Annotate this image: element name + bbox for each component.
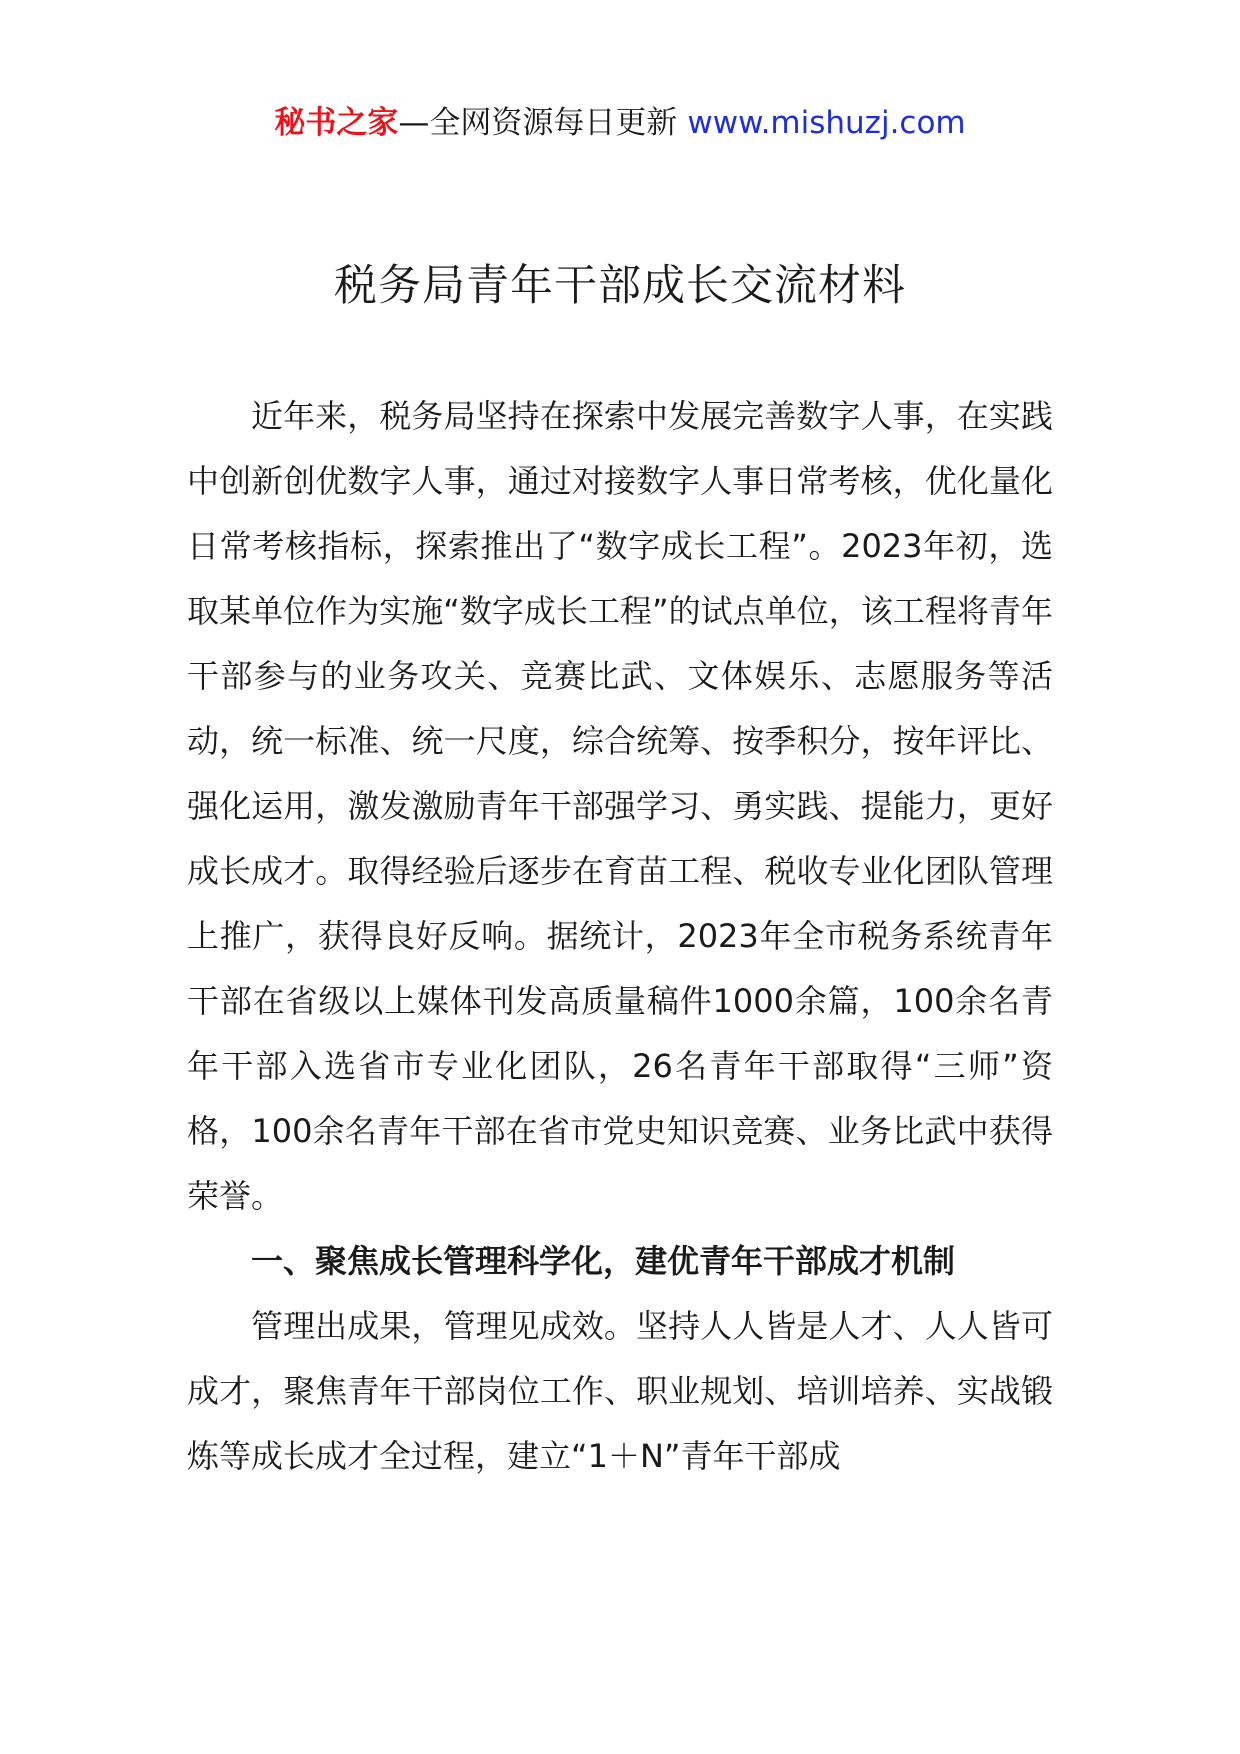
page-header	[0, 100, 1240, 146]
document-title: 税务局青年干部成长交流材料	[334, 261, 906, 311]
brand-name: 秘书之家	[274, 105, 399, 141]
header-tagline: —全网资源每日更新	[398, 105, 678, 141]
section-paragraph: 管理出成果，管理见成效。坚持人人皆是人才、人人皆可成才，聚焦青年干部岗位工作、职业规划、培训培养、实战锻炼等成长成才全过程，建立“1＋N”青年干部成	[187, 1307, 1053, 1475]
site-url-link[interactable]: www.mishuzj.com	[687, 105, 966, 141]
section-heading: 一、聚焦成长管理科学化，建优青年干部成才机制	[251, 1242, 956, 1280]
document-body	[187, 384, 1053, 1489]
intro-paragraph: 近年来，税务局坚持在探索中发展完善数字人事，在实践中创新创优数字人事，通过对接数字人事日常考核，优化量化日常考核指标，探索推出了“数字成长工程”。2023年初，选取某单位作为实施“数字成长工程”的试点单位，该工程将青年干部参与的业务攻关、竞赛比武、文体娱乐、志愿服务等活动，统一标准、统一尺度，综合统筹、按季积分，按年评比、强化运用，激发激励青年干部强学习、勇实践、提能力，更好成长成才。取得经验后逐步在育苗工程、税收专业化团队管理上推广，获得良好反响。据统计，2023年全市税务系统青年干部在省级以上媒体刊发高质量稿件1000余篇，100余名青年干部入选省市专业化团队，26名青年干部取得“三师”资格，100余名青年干部在省市党史知识竞赛、业务比武中获得荣誉。	[187, 397, 1053, 1215]
